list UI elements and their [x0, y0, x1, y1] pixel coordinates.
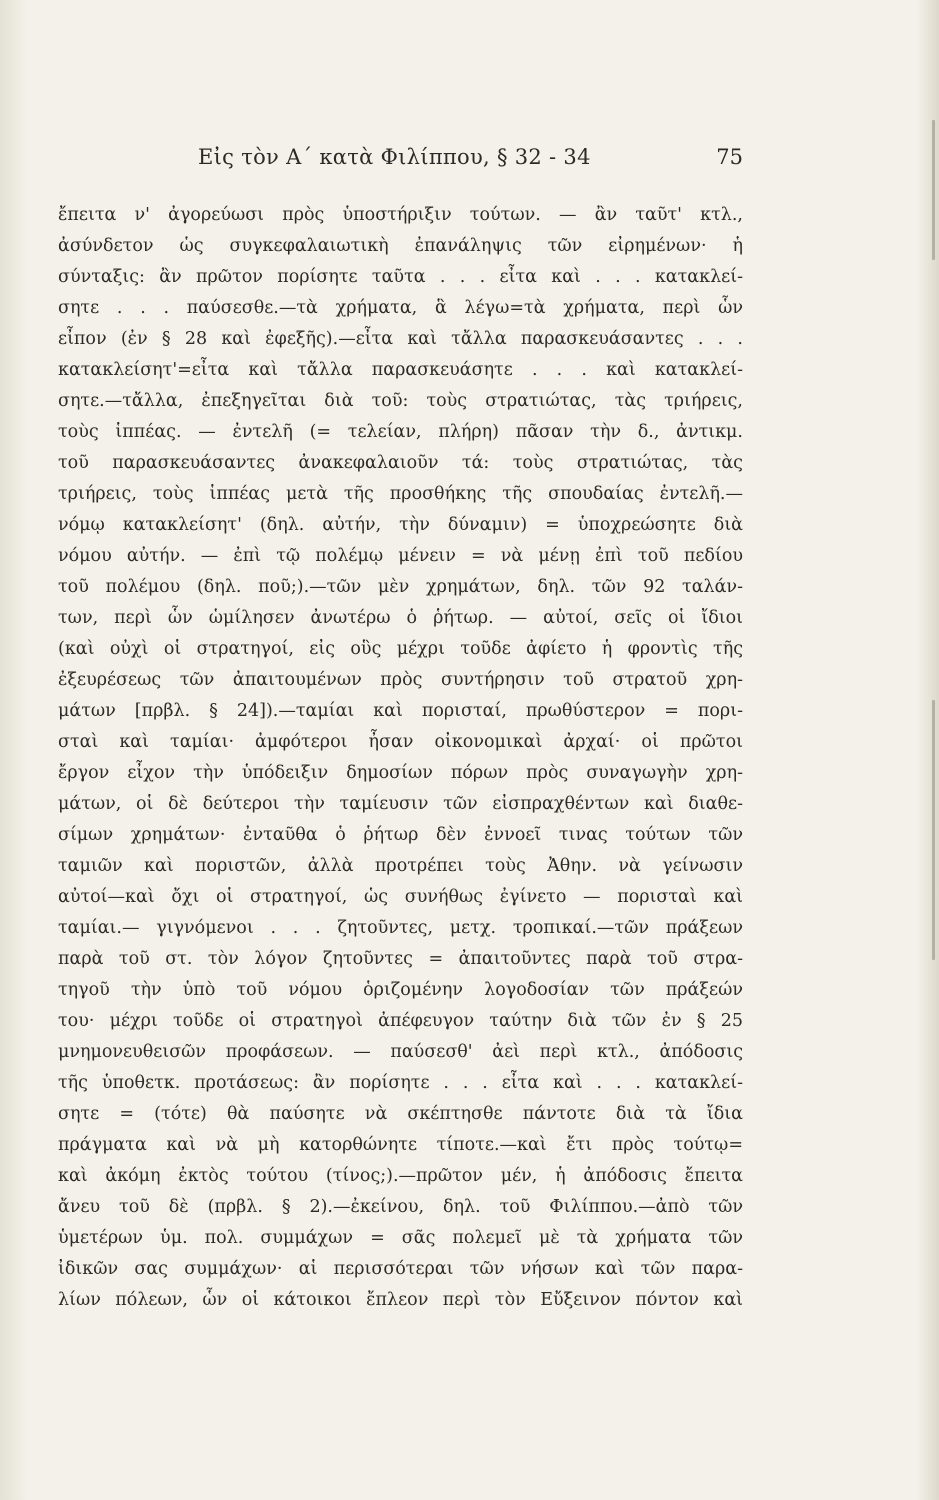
- text-line: λίων πόλεων, ὧν οἱ κάτοικοι ἔπλεον περὶ τὸν Εὔξεινον πόντον καὶ: [58, 1290, 743, 1310]
- text-line: ταμίαι.— γιγνόμενοι . . . ζητοῦντες, μετχ. τροπικαί.—τῶν πράξεων: [58, 918, 743, 938]
- text-line: σταὶ καὶ ταμίαι· ἀμφότεροι ἦσαν οἰκονομικαὶ ἀρχαί· οἱ πρῶτοι: [58, 732, 743, 752]
- page-edge-mark: [932, 700, 935, 960]
- text-line: μάτων, οἱ δὲ δεύτεροι τὴν ταμίευσιν τῶν εἰσπραχθέντων καὶ διαθε-: [58, 794, 743, 814]
- text-line: παρὰ τοῦ στ. τὸν λόγον ζητοῦντες = ἀπαιτοῦντες παρὰ τοῦ στρα-: [58, 949, 743, 969]
- text-line: καὶ ἀκόμη ἐκτὸς τούτου (τίνος;).—πρῶτον μέν, ἡ ἀπόδοσις ἔπειτα: [58, 1166, 743, 1186]
- text-line: τοῦ παρασκευάσαντες ἀνακεφαλαιοῦν τά: τοὺς στρατιώτας, τὰς: [58, 453, 743, 473]
- page-number: 75: [716, 145, 743, 169]
- text-line: σητε = (τότε) θὰ παύσητε νὰ σκέπτησθε πάντοτε διὰ τὰ ἴδια: [58, 1104, 743, 1124]
- text-line: πράγματα καὶ νὰ μὴ κατορθώνητε τίποτε.—καὶ ἔτι πρὸς τούτῳ=: [58, 1135, 743, 1155]
- text-line: σύνταξις: ἂν πρῶτον πορίσητε ταῦτα . . . εἶτα καὶ . . . κατακλεί-: [58, 267, 743, 287]
- commentary-text: [58, 200, 743, 1316]
- text-line: ἀσύνδετον ὡς συγκεφαλαιωτικὴ ἐπανάληψις τῶν εἰρημένων· ἡ: [58, 236, 743, 256]
- scan-shadow-right: [917, 0, 939, 1500]
- text-line: σητε.—τἄλλα, ἐπεξηγεῖται διὰ τοῦ: τοὺς στρατιώτας, τὰς τριήρεις,: [58, 391, 743, 411]
- text-line: τοὺς ἱππέας. — ἐντελῆ (= τελείαν, πλήρη) πᾶσαν τὴν δ., ἀντικμ.: [58, 422, 743, 442]
- text-line: νόμου αὐτήν. — ἐπὶ τῷ πολέμῳ μένειν = νὰ μένῃ ἐπὶ τοῦ πεδίου: [58, 546, 743, 566]
- scan-shadow-left: [0, 0, 28, 1500]
- text-line: ἔργον εἶχον τὴν ὑπόδειξιν δημοσίων πόρων πρὸς συναγωγὴν χρη-: [58, 763, 743, 783]
- text-line: μνημονευθεισῶν προφάσεων. — παύσεσθ' ἀεὶ περὶ κτλ., ἀπόδοσις: [58, 1042, 743, 1062]
- text-line: ἰδικῶν σας συμμάχων· αἱ περισσότεραι τῶν νήσων καὶ τῶν παρα-: [58, 1259, 743, 1279]
- text-line: ταμιῶν καὶ ποριστῶν, ἀλλὰ προτρέπει τοὺς Ἀθην. νὰ γείνωσιν: [58, 856, 743, 876]
- running-title: Εἰς τὸν Α΄ κατὰ Φιλίππου, § 32 - 34: [198, 145, 591, 169]
- text-line: νόμῳ κατακλείσητ' (δηλ. αὐτήν, τὴν δύναμιν) = ὑποχρεώσητε διὰ: [58, 515, 743, 535]
- text-line: τοῦ πολέμου (δηλ. ποῦ;).—τῶν μὲν χρημάτων, δηλ. τῶν 92 ταλάν-: [58, 577, 743, 597]
- text-line: ἔπειτα ν' ἀγορεύωσι πρὸς ὑποστήριξιν τούτων. — ἂν ταῦτ' κτλ.,: [58, 205, 743, 225]
- text-line: σίμων χρημάτων· ἐνταῦθα ὁ ῥήτωρ δὲν ἐννοεῖ τινας τούτων τῶν: [58, 825, 743, 845]
- text-line: ὑμετέρων ὑμ. πολ. συμμάχων = σᾶς πολεμεῖ μὲ τὰ χρήματα τῶν: [58, 1228, 743, 1248]
- page-edge-mark: [932, 120, 935, 260]
- text-line: σητε . . . παύσεσθε.—τὰ χρήματα, ἃ λέγω=τὰ χρήματα, περὶ ὧν: [58, 298, 743, 318]
- text-line: των, περὶ ὧν ὡμίλησεν ἀνωτέρω ὁ ῥήτωρ. — αὐτοί, σεῖς οἱ ἴδιοι: [58, 608, 743, 628]
- text-line: αὐτοί—καὶ ὄχι οἱ στρατηγοί, ὡς συνήθως ἐγίνετο — πορισταὶ καὶ: [58, 887, 743, 907]
- text-line: του· μέχρι τοῦδε οἱ στρατηγοὶ ἀπέφευγον ταύτην διὰ τῶν ἐν § 25: [58, 1011, 743, 1031]
- text-line: τριήρεις, τοὺς ἱππέας μετὰ τῆς προσθήκης τῆς σπουδαίας ἐντελῆ.—: [58, 484, 743, 504]
- text-line: τῆς ὑποθετκ. προτάσεως: ἂν πορίσητε . . . εἶτα καὶ . . . κατακλεί-: [58, 1073, 743, 1093]
- text-line: ἐξευρέσεως τῶν ἀπαιτουμένων πρὸς συντήρησιν τοῦ στρατοῦ χρη-: [58, 670, 743, 690]
- text-line: μάτων [πρβλ. § 24]).—ταμίαι καὶ πορισταί, πρωθύστερον = πορι-: [58, 701, 743, 721]
- text-line: (καὶ οὐχὶ οἱ στρατηγοί, εἰς οὓς μέχρι τοῦδε ἀφίετο ἡ φροντὶς τῆς: [58, 639, 743, 659]
- text-line: τηγοῦ τὴν ὑπὸ τοῦ νόμου ὁριζομένην λογοδοσίαν τῶν πράξεών: [58, 980, 743, 1000]
- text-line: εἶπον (ἐν § 28 καὶ ἐφεξῆς).—εἶτα καὶ τἄλλα παρασκευάσαντες . . .: [58, 329, 743, 349]
- text-line: κατακλείσητ'=εἶτα καὶ τἄλλα παρασκευάσητε . . . καὶ κατακλεί-: [58, 360, 743, 380]
- text-line: ἄνευ τοῦ δὲ (πρβλ. § 2).—ἐκείνου, δηλ. τοῦ Φιλίππου.—ἀπὸ τῶν: [58, 1197, 743, 1217]
- running-header: [58, 145, 743, 175]
